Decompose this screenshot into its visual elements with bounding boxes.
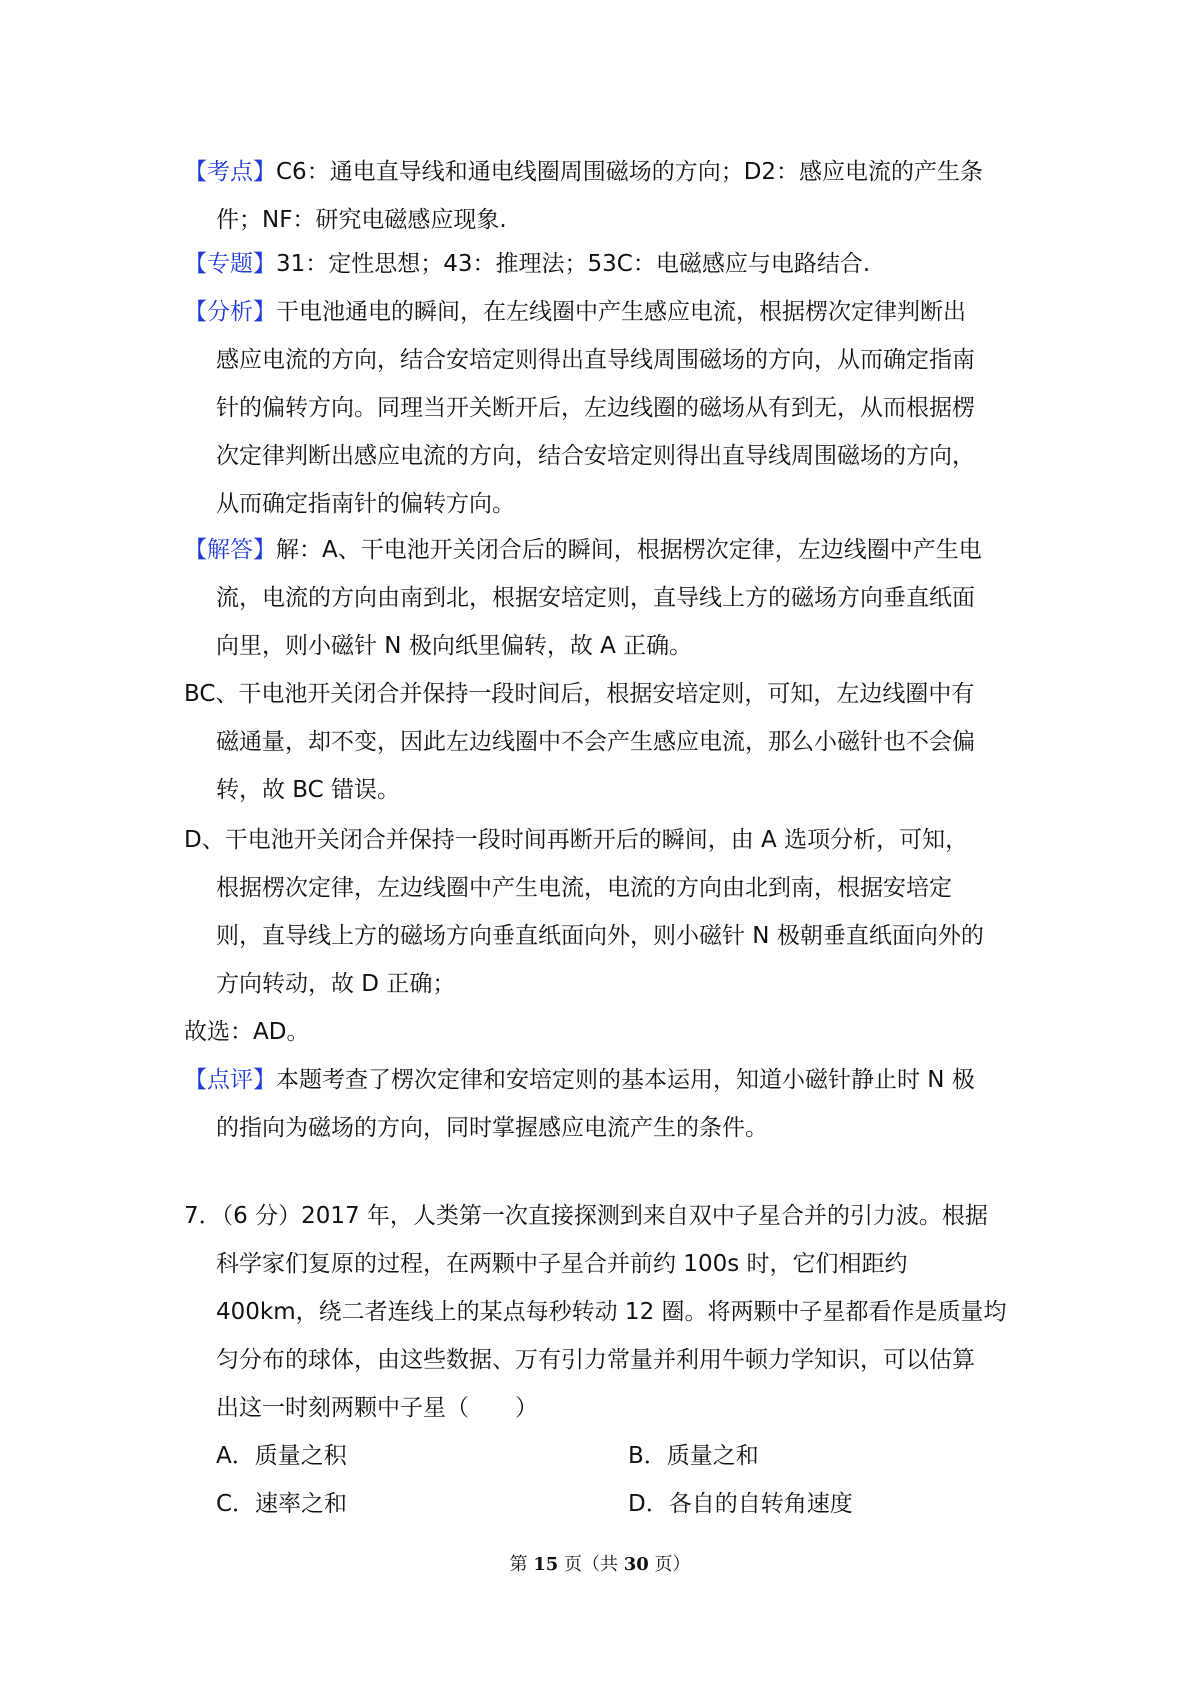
d-text-line1: D、干电池开关闭合并保持一段时间再断开后的瞬间，由 A 选项分析，可知， [184, 827, 969, 853]
dianping-text-line2: 的指向为磁场的方向，同时掌握感应电流产生的条件。 [216, 1115, 768, 1141]
jieda-text-line3: 向里，则小磁针 N 极向纸里偏转，故 A 正确。 [216, 633, 693, 659]
question-7 [184, 1192, 1024, 1432]
question-stem-line5: 出这一时刻两颗中子星（ ） [216, 1395, 538, 1421]
fenxi-text-line3: 针的偏转方向。同理当开关断开后，左边线圈的磁场从有到无，从而根据楞 [216, 395, 975, 421]
question-stem-line4: 匀分布的球体，由这些数据、万有引力常量并利用牛顿力学知识，可以估算 [216, 1347, 975, 1373]
jieda-tag: 【解答】 [184, 537, 276, 563]
bc-text-line1: BC、干电池开关闭合并保持一段时间后，根据安培定则，可知，左边线圈中有 [184, 681, 975, 707]
page-total: 30 [623, 1554, 649, 1575]
fenxi-text-line5: 从而确定指南针的偏转方向。 [216, 491, 515, 517]
dianping-section [184, 1056, 1024, 1152]
kaodian-tag: 【考点】 [184, 159, 276, 185]
bc-text-line2: 磁通量，却不变，因此左边线圈中不会产生感应电流，那么小磁针也不会偏 [216, 729, 975, 755]
jieda-text-line2: 流，电流的方向由南到北，根据安培定则，直导线上方的磁场方向垂直纸面 [216, 585, 975, 611]
question-stem-line2: 科学家们复原的过程，在两颗中子星合并前约 100s 时，它们相距约 [216, 1251, 908, 1277]
kaodian-text: C6：通电直导线和通电线圈周围磁场的方向；D2：感应电流的产生条 [276, 159, 984, 185]
jieda-text: 解：A、干电池开关闭合后的瞬间，根据楞次定律，左边线圈中产生电 [276, 537, 982, 563]
footer-post: 页） [654, 1554, 691, 1575]
guxuan-text: 故选：AD。 [184, 1019, 310, 1045]
answer-line [184, 1008, 1024, 1056]
option-d: D．各自的自转角速度 [628, 1491, 853, 1517]
d-text-line4: 方向转动，故 D 正确； [216, 971, 456, 997]
footer-pre: 第 [509, 1554, 528, 1575]
fenxi-text-line2: 感应电流的方向，结合安培定则得出直导线周围磁场的方向，从而确定指南 [216, 347, 975, 373]
question-stem-line3: 400km，绕二者连线上的某点每秒转动 12 圈。将两颗中子星都看作是质量均 [216, 1299, 1007, 1325]
zhuanti-section [184, 240, 1024, 288]
fenxi-section [184, 288, 1024, 528]
jieda-section [184, 526, 1024, 670]
option-a: A．质量之积 [216, 1443, 347, 1469]
d-analysis [184, 816, 1024, 1008]
bc-analysis [184, 670, 1024, 814]
fenxi-text-line4: 次定律判断出感应电流的方向，结合安培定则得出直导线周围磁场的方向， [216, 443, 975, 469]
dianping-tag: 【点评】 [184, 1067, 276, 1093]
d-text-line2: 根据楞次定律，左边线圈中产生电流，电流的方向由北到南，根据安培定 [216, 875, 952, 901]
footer-mid: 页（共 [564, 1554, 618, 1575]
zhuanti-text: 31：定性思想；43：推理法；53C：电磁感应与电路结合. [276, 251, 871, 277]
d-text-line3: 则，直导线上方的磁场方向垂直纸面向外，则小磁针 N 极朝垂直纸面向外的 [216, 923, 984, 949]
option-c: C．速率之和 [216, 1491, 348, 1517]
option-b: B．质量之和 [628, 1443, 759, 1469]
dianping-text: 本题考查了楞次定律和安培定则的基本运用，知道小磁针静止时 N 极 [276, 1067, 975, 1093]
page-number: 15 [533, 1554, 559, 1575]
zhuanti-tag: 【专题】 [184, 251, 276, 277]
fenxi-tag: 【分析】 [184, 299, 276, 325]
kaodian-section [184, 148, 1024, 244]
kaodian-text-line2: 件；NF：研究电磁感应现象. [216, 207, 507, 233]
page-footer [0, 1550, 1200, 1576]
bc-text-line3: 转，故 BC 错误。 [216, 777, 401, 803]
question-stem-line1: 7．（6 分）2017 年，人类第一次直接探测到来自双中子星合并的引力波。根据 [184, 1203, 988, 1229]
fenxi-text: 干电池通电的瞬间，在左线圈中产生感应电流，根据楞次定律判断出 [276, 299, 966, 325]
